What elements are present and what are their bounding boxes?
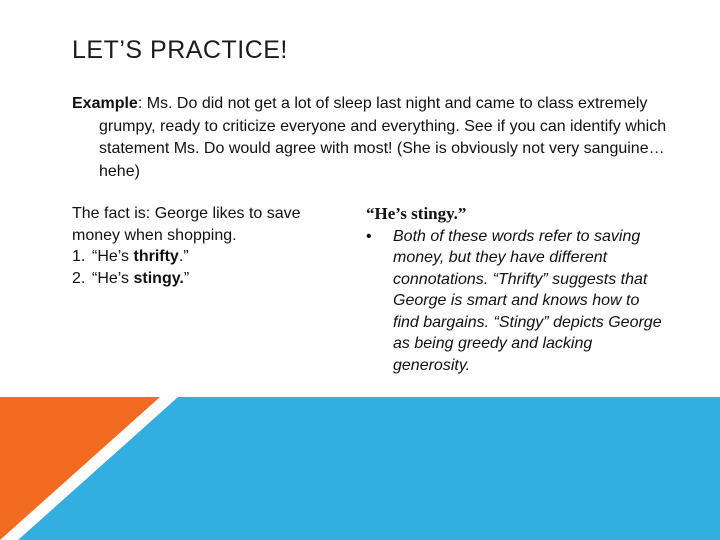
answer-explanation: Both of these words refer to saving money, but they have different connotations. “Thrifty” suggests that George is smart and knows how to find bargains. “Stingy” depicts George as being greedy and lacking generosity. [393,227,662,374]
option-item-1 [72,246,342,268]
answer-heading: “He’s stingy.” [366,204,467,223]
answer-bullet-item [366,226,666,377]
option-prefix: “He’s [92,269,134,287]
fact-text: The fact is: George likes to save money when shopping. [72,205,301,244]
bullet-marker: • [366,227,372,245]
option-prefix: “He’s [92,248,134,265]
option-suffix: ” [183,269,190,287]
option-keyword: thrifty [133,248,179,265]
option-suffix: .” [178,248,189,265]
option-item-2 [72,268,342,290]
slide-title: LET’S PRACTICE! [72,36,288,64]
example-label: Example [72,95,138,112]
statement-column [72,203,342,289]
answer-column [366,203,666,376]
option-number: 1. [72,248,86,265]
example-text: : Ms. Do did not get a lot of sleep last night and came to class extremely grumpy, ready to criticize everyone and everything. See if you can identify which statement Ms. Do would agree with most! (She is obviously not very sanguine…hehe) [99,95,667,180]
example-paragraph [72,93,689,183]
option-number: 2. [72,269,86,287]
option-keyword: stingy. [133,269,184,287]
